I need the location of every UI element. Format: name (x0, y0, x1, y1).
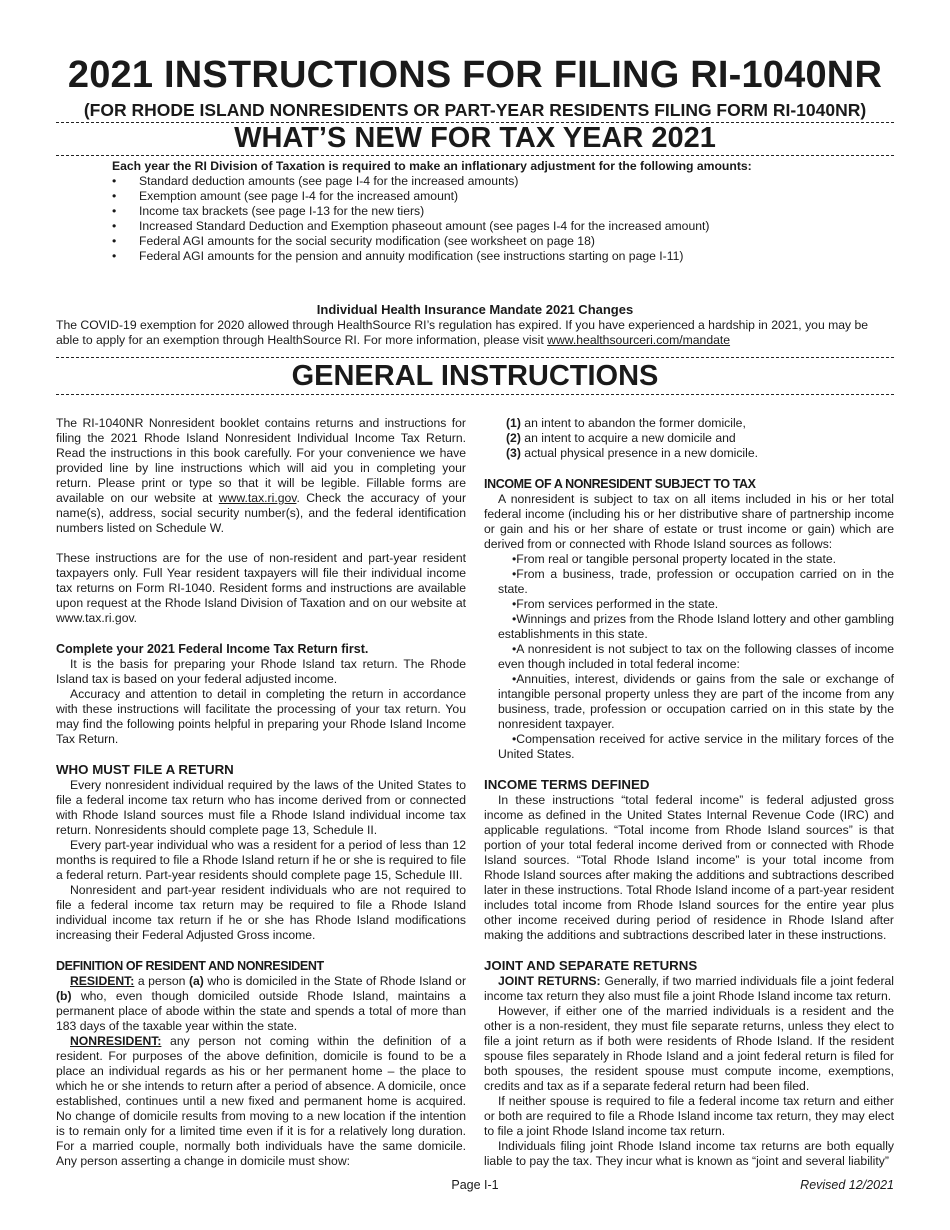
list-item: • Federal AGI amounts for the pension and annuity modification (see instructions starting on page I-11) (112, 249, 684, 263)
income-nonresident-heading: INCOME OF A NONRESIDENT SUBJECT TO TAX (484, 477, 756, 491)
income-paragraph: A nonresident is subject to tax on all items included in his or her total federal income (including his or her distributive share of partnership income or gain and his or her share of estate or trust income or gain) which are derived from or connected with Rhode Island sources as follows: (484, 492, 894, 551)
terms-paragraph: In these instructions “total federal income” is federal adjusted gross income as defined in the United States Internal Revenue Code (IRC) and applicable regulations. “Total income from Rhode Island sources” is that portion of your total federal income derived from or connected with Rhode Island sources. “Total Rhode Island income” is your total income from Rhode Island sources after making the additions and subtractions described later in these instructions. Total Rhode Island income of a part-year resident includes total income from Rhode Island sources for the entire year plus other income received during period of residence in Rhode Island after making the additions and subtractions described later in these instructions. (484, 793, 894, 942)
general-instructions-title: GENERAL INSTRUCTIONS (291, 360, 659, 392)
joint-paragraph: If neither spouse is required to file a federal income tax return and either or both are required to file a Rhode Island income tax return, they may elect to file a joint Rhode Island income tax return. (484, 1094, 894, 1138)
list-item: • Federal AGI amounts for the social security modification (see worksheet on page 18) (112, 234, 595, 248)
complete-paragraph: It is the basis for preparing your Rhode Island tax return. The Rhode Island tax is based on your federal adjusted income. (56, 657, 466, 686)
complete-heading: Complete your 2021 Federal Income Tax Return first. (56, 642, 369, 656)
divider (56, 155, 894, 156)
whats-new-intro: Each year the RI Division of Taxation is required to make an inflationary adjustment for the following amounts: (112, 159, 752, 173)
whats-new-title: WHAT’S NEW FOR TAX YEAR 2021 (234, 122, 716, 154)
document-page (56, 0, 895, 1192)
income-bullet: •Winnings and prizes from the Rhode Island lottery and other gambling establishments in this state. (498, 612, 894, 641)
who-paragraph: Nonresident and part-year resident individuals who are not required to file a federal income tax return may be required to file a Rhode Island individual income tax return if he or she has Rhode Island modifications increasing their Federal Adjusted Gross income. (56, 883, 466, 942)
nonresident-definition: NONRESIDENT: any person not coming within the definition of a resident. For purposes of the above definition, domicile is found to be a place an individual regards as his or her permanent home – the place to which he or she intends to return after a period of absence. A domicile, once established, continues until a new fixed and permanent home is acquired. No change of domicile results from moving to a new location if the intention is to remain only for a limited time even if it is for a relatively long duration. For a married couple, normally both individuals have the same domicile. Any person asserting a change in domicile must show: (56, 1034, 466, 1168)
booklet-paragraph: The RI-1040NR Nonresident booklet contains returns and instructions for filing the 2021 Rhode Island Nonresident Individual Income Tax Return. Read the instructions in this book carefully. For your convenience we have provided line by line instructions which will aid you in completing your return. Please print or type so that it will be legible. Fillable forms are available on our website at www.tax.ri.gov. Check the accuracy of your name(s), address, social security number(s), and the federal identification numbers listed on Schedule W. (56, 416, 466, 535)
list-item: • Standard deduction amounts (see page I-4 for the increased amounts) (112, 174, 519, 188)
complete-paragraph: Accuracy and attention to detail in completing the return in accordance with these instructions will facilitate the processing of your tax return. You may find the following points helpful in preparing your Rhode Island Income Tax Return. (56, 687, 466, 746)
domicile-list-item: (3) actual physical presence in a new domicile. (506, 446, 759, 460)
income-bullet: •Compensation received for active service in the military forces of the United States. (498, 732, 894, 761)
who-must-file-heading: WHO MUST FILE A RETURN (56, 762, 234, 777)
whats-new-list (56, 174, 894, 264)
mandate-heading: Individual Health Insurance Mandate 2021 Changes (316, 302, 634, 317)
list-item: • Increased Standard Deduction and Exemption phaseout amount (see pages I-4 for the increased amount) (112, 219, 710, 233)
who-paragraph: Every part-year individual who was a resident for a period of less than 12 months is required to file a Rhode Island return if he or she is required to file a federal return. Part-year residents should complete page 15, Schedule III. (56, 838, 466, 882)
income-bullet: •From a business, trade, profession or occupation carried on in the state. (498, 567, 894, 596)
resident-definition: RESIDENT: a person (a) who is domiciled in the State of Rhode Island or (b) who, even though domiciled outside Rhode Island, maintains a permanent place of abode within the state and spends a total of more than 183 days of the taxable year within the state. (56, 974, 467, 1033)
left-column (56, 416, 466, 1169)
list-item: • Exemption amount (see page I-4 for the increased amount) (112, 189, 459, 203)
list-item: • Income tax brackets (see page I-13 for the new tiers) (112, 204, 425, 218)
joint-paragraph: Individuals filing joint Rhode Island income tax returns are both equally liable to pay the tax. They incur what is known as “joint and several liability” (484, 1139, 894, 1168)
who-paragraph: Every nonresident individual required by the laws of the United States to file a federal income tax return who has income derived from or connected with Rhode Island sources must file a Rhode Island individual income tax return. Nonresidents should complete page 13, Schedule II. (56, 778, 466, 837)
income-bullet: •From real or tangible personal property located in the state. (512, 552, 837, 566)
usage-paragraph: These instructions are for the use of non-resident and part-year resident taxpayers only. Full Year resident taxpayers will file their individual income tax returns on Form RI-1040. Resident forms and instructions are available upon request at the Rhode Island Division of Taxation and on our website at www.tax.ri.gov. (56, 551, 466, 625)
document-subtitle: (FOR RHODE ISLAND NONRESIDENTS OR PART-YEAR RESIDENTS FILING FORM RI-1040NR) (83, 100, 867, 120)
right-column (484, 416, 894, 1169)
mandate-link[interactable]: www.healthsourceri.com/mandate (547, 333, 731, 347)
income-bullet: •Annuities, interest, dividends or gains from the sale or exchange of intangible personal property unless they are part of the income from any business, trade, profession or occupation carried on in this state by the nonresident taxpayer. (498, 672, 894, 731)
divider (56, 357, 894, 358)
definition-heading: DEFINITION OF RESIDENT AND NONRESIDENT (56, 959, 324, 973)
income-bullet: •A nonresident is not subject to tax on the following classes of income even though included in total federal income: (498, 642, 894, 671)
divider (56, 394, 894, 395)
mandate-text: The COVID-19 exemption for 2020 allowed through HealthSource RI’s regulation has expired. If you have experienced a hardship in 2021, you may be able to apply for an exemption through HealthSource RI. For more information, please visit www.healthsourceri.com/mandate (56, 318, 869, 347)
domicile-list-item: (2) an intent to acquire a new domicile and (506, 431, 736, 445)
tax-website-link[interactable]: www.tax.ri.gov (218, 491, 297, 505)
revision-date: Revised 12/2021 (800, 1178, 894, 1192)
income-terms-heading: INCOME TERMS DEFINED (484, 777, 650, 792)
page-number: Page I-1 (451, 1178, 499, 1192)
document-title: 2021 INSTRUCTIONS FOR FILING RI-1040NR (67, 54, 883, 96)
joint-paragraph: However, if either one of the married individuals is a resident and the other is a non-resident, they must file separate returns, unless they elect to file a joint return as if both were residents of Rhode Island. If the resident spouse files separately in Rhode Island and a joint federal return is filed for both spouses, the resident spouse must compute income, exemptions, credits and tax as if a separate federal return had been filed. (484, 1004, 894, 1093)
joint-returns-heading: JOINT AND SEPARATE RETURNS (484, 958, 698, 973)
joint-paragraph: JOINT RETURNS: Generally, if two married individuals file a joint federal income tax return they also must file a joint Rhode Island income tax return. (484, 974, 895, 1003)
income-bullet: •From services performed in the state. (512, 597, 719, 611)
domicile-list-item: (1) an intent to abandon the former domicile, (506, 416, 746, 430)
